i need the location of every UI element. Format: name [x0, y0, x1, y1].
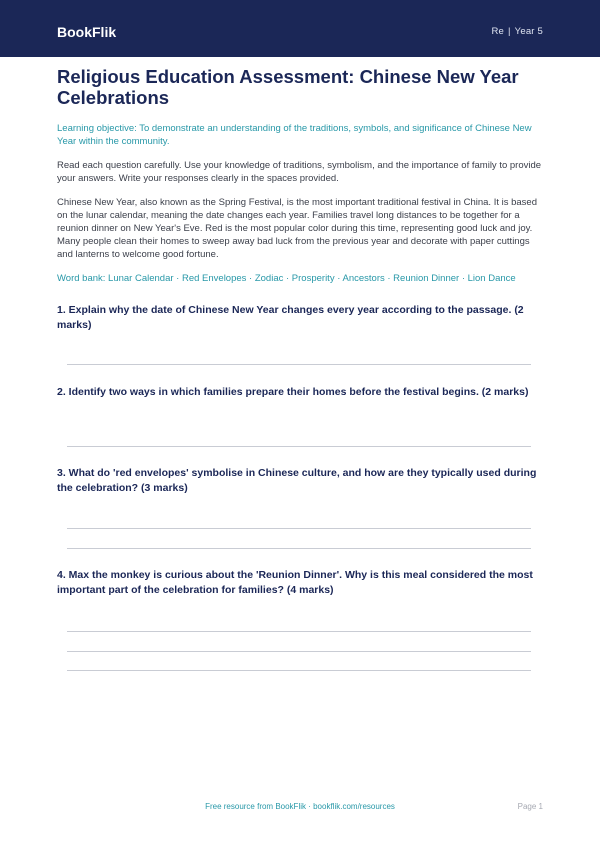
header-meta	[491, 26, 543, 38]
answer-line[interactable]	[67, 631, 531, 632]
brand-logo[interactable]: BookFlik	[57, 24, 117, 40]
word-bank: Word bank: Lunar Calendar · Red Envelopes · Zodiac · Prosperity · Ancestors · Reunion Dinner · Lion Dance	[57, 273, 516, 284]
answer-line[interactable]	[67, 364, 531, 365]
intro-section	[57, 66, 543, 285]
page-number: Page 1	[517, 802, 543, 811]
meta-separator: |	[508, 26, 511, 37]
question-4	[57, 568, 543, 597]
instructions: Read each question carefully. Use your knowledge of traditions, symbolism, and the importance of family to provide your answers. Write your responses clearly in the spaces provided.	[57, 160, 542, 184]
page-title: Religious Education Assessment: Chinese New Year Celebrations	[57, 66, 519, 108]
subject-label: Re	[491, 26, 504, 37]
question-text: 4. Max the monkey is curious about the 'Reunion Dinner'. Why is this meal considered the most important part of the celebration for families? (4 marks)	[57, 569, 533, 596]
reading-passage: Chinese New Year, also known as the Spring Festival, is the most important traditional festival in China. It is based on the lunar calendar, meaning the date changes each year. Families travel long distances to be together for a reunion dinner on New Year's Eve. Red is the most popular color during this time, representing good luck and joy. Many people clean their homes to sweep away bad luck from the previous year and decorate with paper cuttings and lanterns to welcome good fortune.	[57, 197, 537, 260]
year-label: Year 5	[514, 26, 543, 37]
page-header	[0, 0, 600, 57]
answer-line[interactable]	[67, 651, 531, 652]
question-1	[57, 303, 543, 332]
learning-objective: Learning objective: To demonstrate an understanding of the traditions, symbols, and significance of Chinese New Year within the community.	[57, 123, 532, 147]
answer-line[interactable]	[67, 446, 531, 447]
question-3	[57, 466, 543, 495]
answer-line[interactable]	[67, 670, 531, 671]
answer-line[interactable]	[67, 548, 531, 549]
question-text: 1. Explain why the date of Chinese New Year changes every year according to the passage. (2 marks)	[57, 304, 524, 331]
question-text: 2. Identify two ways in which families prepare their homes before the festival begins. (2 marks)	[57, 386, 529, 398]
question-text: 3. What do 'red envelopes' symbolise in Chinese culture, and how are they typically used during the celebration? (3 marks)	[57, 467, 537, 494]
footer-link[interactable]: Free resource from BookFlik · bookflik.com/resources	[205, 802, 395, 811]
answer-line[interactable]	[67, 528, 531, 529]
question-2	[57, 385, 543, 400]
